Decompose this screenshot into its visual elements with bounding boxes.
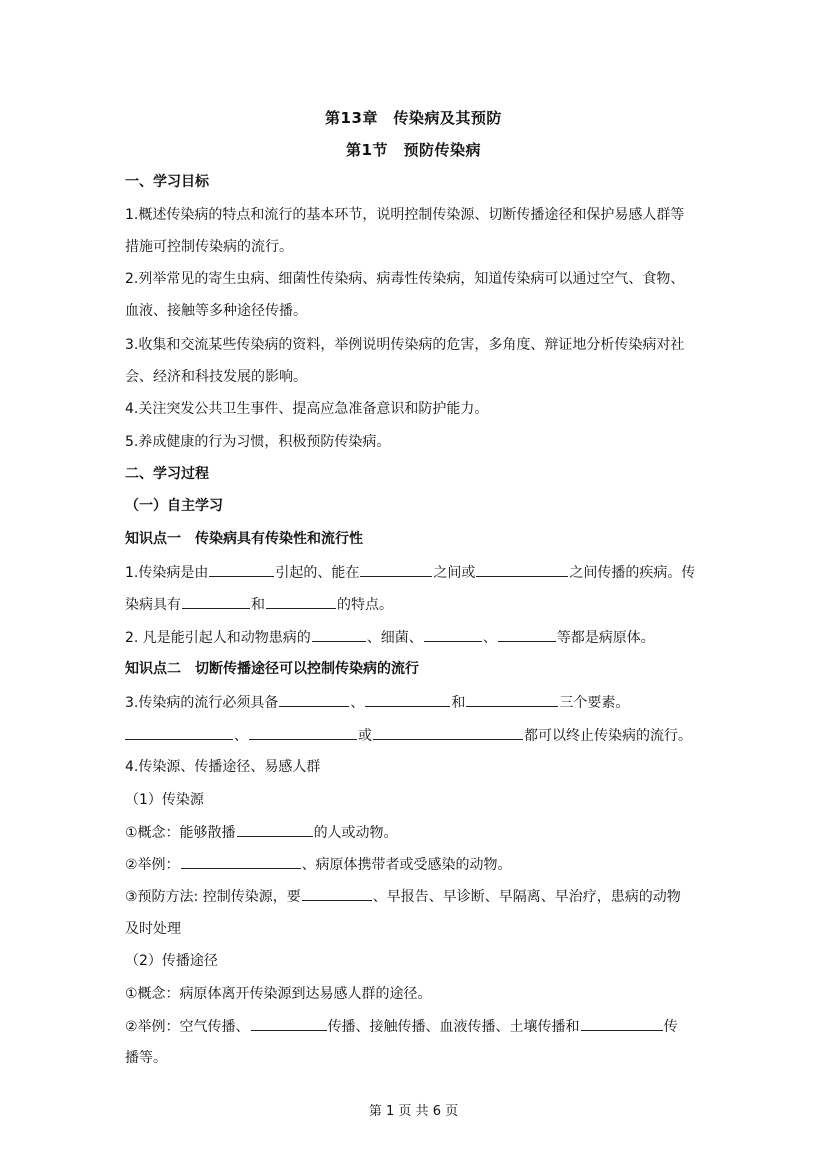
- question-3-line-2: 、 或 都可以终止传染病的流行。: [125, 725, 710, 746]
- blank[interactable]: [251, 1016, 327, 1031]
- goal-4: 4.关注突发公共卫生事件、提高应急准备意识和防护能力。: [125, 401, 489, 417]
- route-concept: ①概念：病原体离开传染源到达易感人群的途径。: [125, 986, 432, 1002]
- blank[interactable]: [279, 692, 349, 707]
- blank[interactable]: [237, 822, 313, 837]
- blank[interactable]: [476, 562, 568, 577]
- source-example: ②举例： 、病原体携带者或受感染的动物。: [125, 854, 710, 875]
- blank[interactable]: [182, 594, 250, 609]
- question-1-line-2: 染病具有 和 的特点。: [125, 594, 710, 615]
- process-heading: 二、学习过程: [125, 466, 209, 482]
- question-4: 4.传染源、传播途径、易感人群: [125, 759, 321, 775]
- question-3-line-1: 3.传染病的流行必须具备 、 和 三个要素。: [125, 692, 710, 713]
- source-concept: ①概念：能够散播 的人或动物。: [125, 822, 710, 843]
- goal-2-line-2: 血液、接触等多种途径传播。: [125, 303, 307, 319]
- blank[interactable]: [312, 627, 366, 642]
- knowledge-point-2: 知识点二 切断传播途径可以控制传染病的流行: [125, 661, 419, 677]
- blank[interactable]: [581, 1016, 663, 1031]
- blank[interactable]: [209, 562, 274, 577]
- blank[interactable]: [365, 692, 450, 707]
- question-2: 2. 凡是能引起人和动物患病的 、细菌、 、 等都是病原体。: [125, 627, 710, 648]
- goal-3-line-2: 会、经济和科技发展的影响。: [125, 369, 307, 385]
- blank[interactable]: [360, 562, 432, 577]
- goal-2-line-1: 2.列举常见的寄生虫病、细菌性传染病、病毒性传染病，知道传染病可以通过空气、食物、: [125, 271, 685, 287]
- subsection-transmission-route: （2）传播途径: [125, 953, 218, 969]
- blank[interactable]: [266, 594, 336, 609]
- blank[interactable]: [249, 725, 357, 740]
- goal-1-line-2: 措施可控制传染病的流行。: [125, 239, 293, 255]
- blank[interactable]: [424, 627, 482, 642]
- blank[interactable]: [373, 725, 523, 740]
- page-footer: 第 1 页 共 6 页: [368, 1104, 459, 1119]
- goal-5: 5.养成健康的行为习惯，积极预防传染病。: [125, 434, 391, 450]
- source-prevention-line-1: ③预防方法: 控制传染源，要 、早报告、早诊断、早隔离、早治疗，患病的动物: [125, 886, 710, 907]
- knowledge-point-1: 知识点一 传染病具有传染性和流行性: [125, 531, 363, 547]
- section-title: 第1节 预防传染病: [346, 141, 481, 159]
- blank[interactable]: [181, 854, 301, 869]
- blank[interactable]: [466, 692, 558, 707]
- route-example-line-1: ②举例：空气传播、 传播、接触传播、血液传播、土壤传播和 传: [125, 1016, 710, 1037]
- goals-heading: 一、学习目标: [125, 174, 209, 190]
- goal-3-line-1: 3.收集和交流某些传染病的资料，举例说明传染病的危害，多角度、辩证地分析传染病对社: [125, 337, 685, 353]
- self-study-heading: （一）自主学习: [125, 498, 223, 514]
- source-prevention-line-2: 及时处理: [125, 921, 181, 937]
- blank[interactable]: [302, 886, 372, 901]
- chapter-title: 第13章 传染病及其预防: [325, 109, 502, 127]
- subsection-infection-source: （1）传染源: [125, 792, 204, 808]
- route-example-line-2: 播等。: [125, 1050, 167, 1066]
- blank[interactable]: [125, 725, 233, 740]
- blank[interactable]: [498, 627, 556, 642]
- goal-1-line-1: 1.概述传染病的特点和流行的基本环节，说明控制传染源、切断传播途径和保护易感人群等: [125, 207, 685, 223]
- question-1-line-1: 1.传染病是由 引起的、能在 之间或 之间传播的疾病。传: [125, 562, 710, 583]
